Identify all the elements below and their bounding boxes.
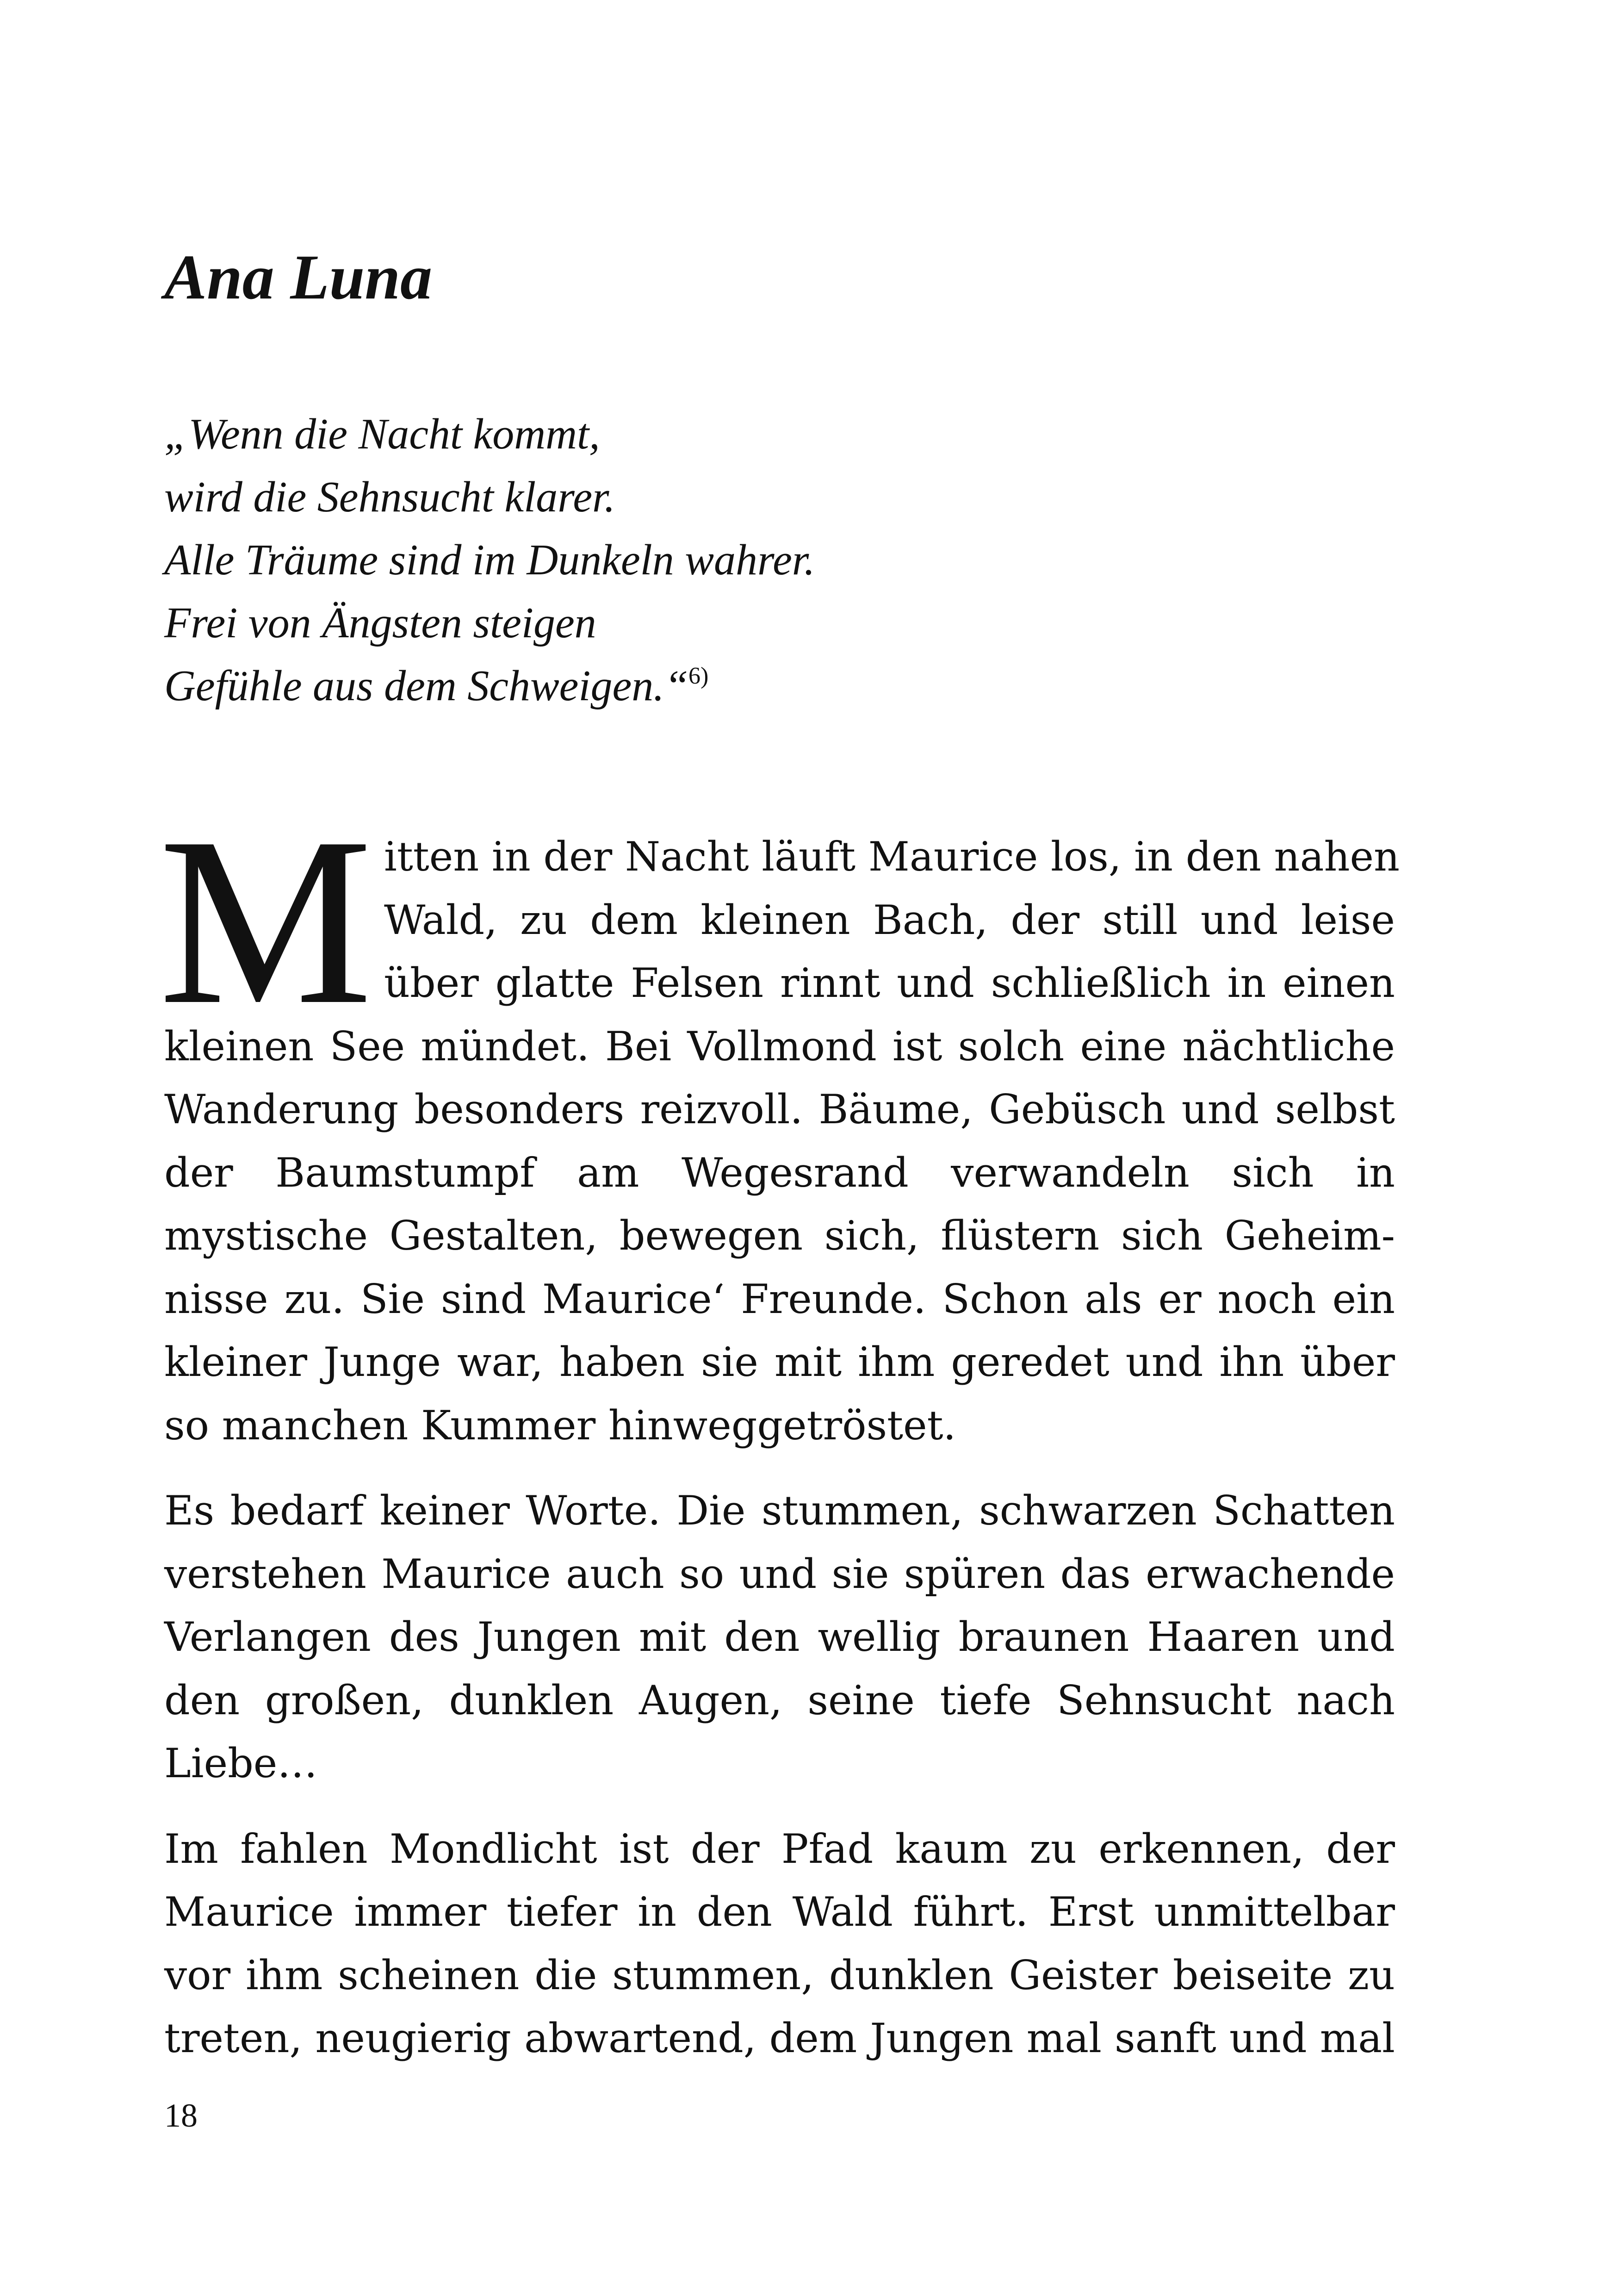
- epigraph-line: „Wenn die Nacht kommt,: [164, 410, 600, 458]
- epigraph-line: Frei von Ängsten steigen: [164, 599, 596, 647]
- paragraph-line: so manchen Kummer hinweggetröstet.: [164, 1401, 956, 1449]
- epigraph-line-last: [164, 654, 815, 717]
- paragraph-line: den großen, dunklen Augen, seine tiefe Sehnsucht nach: [164, 1676, 1395, 1724]
- paragraph-line: nisse zu. Sie sind Maurice‘ Freunde. Schon als er noch ein: [164, 1275, 1395, 1323]
- paragraph-line: Maurice immer tiefer in den Wald führt. Erst unmittelbar: [164, 1888, 1395, 1935]
- paragraph-2: [164, 1479, 1395, 1795]
- chapter-title: Ana Luna: [164, 242, 433, 312]
- paragraph-line: über glatte Felsen rinnt und schließlich in einen: [384, 959, 1395, 1007]
- paragraph-line: Liebe…: [164, 1740, 318, 1787]
- paragraph-line: Wanderung besonders reizvoll. Bäume, Gebüsch und selbst: [164, 1086, 1395, 1133]
- footnote-reference: 6): [688, 663, 709, 689]
- paragraph-line: kleiner Junge war, haben sie mit ihm geredet und ihn über: [164, 1338, 1395, 1386]
- paragraph-gap: [164, 1457, 1395, 1479]
- paragraph-line: Im fahlen Mondlicht ist der Pfad kaum zu erkennen, der: [164, 1825, 1395, 1873]
- page-number: 18: [164, 2097, 198, 2134]
- paragraph-line: vor ihm scheinen die stummen, dunklen Geister beiseite zu: [164, 1951, 1395, 1999]
- paragraph-line: verstehen Maurice auch so und sie spüren das erwachende: [164, 1550, 1395, 1598]
- paragraph-line: treten, neugierig abwartend, dem Jungen mal sanft und mal: [164, 2015, 1395, 2062]
- paragraph-line: mystische Gestalten, bewegen sich, flüstern sich Geheim-: [164, 1212, 1395, 1259]
- paragraph-line: Wald, zu dem kleinen Bach, der still und leise: [384, 896, 1395, 944]
- epigraph-line-text: Gefühle aus dem Schweigen.“: [164, 662, 689, 710]
- paragraph-gap: [164, 1795, 1395, 1817]
- paragraph-line: der Baumstumpf am Wegesrand verwandeln sich in: [164, 1149, 1395, 1196]
- paragraph-line: Verlangen des Jungen mit den wellig braunen Haaren und: [164, 1613, 1395, 1661]
- epigraph-line: wird die Sehnsucht klarer.: [164, 473, 615, 521]
- body-text: [159, 788, 1400, 2070]
- epigraph: [164, 403, 815, 717]
- epigraph-line: Alle Träume sind im Dunkeln wahrer.: [164, 536, 815, 584]
- paragraph-line: kleinen See mündet. Bei Vollmond ist solch eine nächtliche: [164, 1022, 1395, 1070]
- paragraph-3: [164, 1817, 1395, 2070]
- paragraph-line: Es bedarf keiner Worte. Die stummen, schwarzen Schatten: [164, 1487, 1395, 1534]
- paragraph-line: itten in der Nacht läuft Maurice los, in den nahen: [384, 833, 1400, 880]
- drop-cap: M: [159, 788, 373, 1054]
